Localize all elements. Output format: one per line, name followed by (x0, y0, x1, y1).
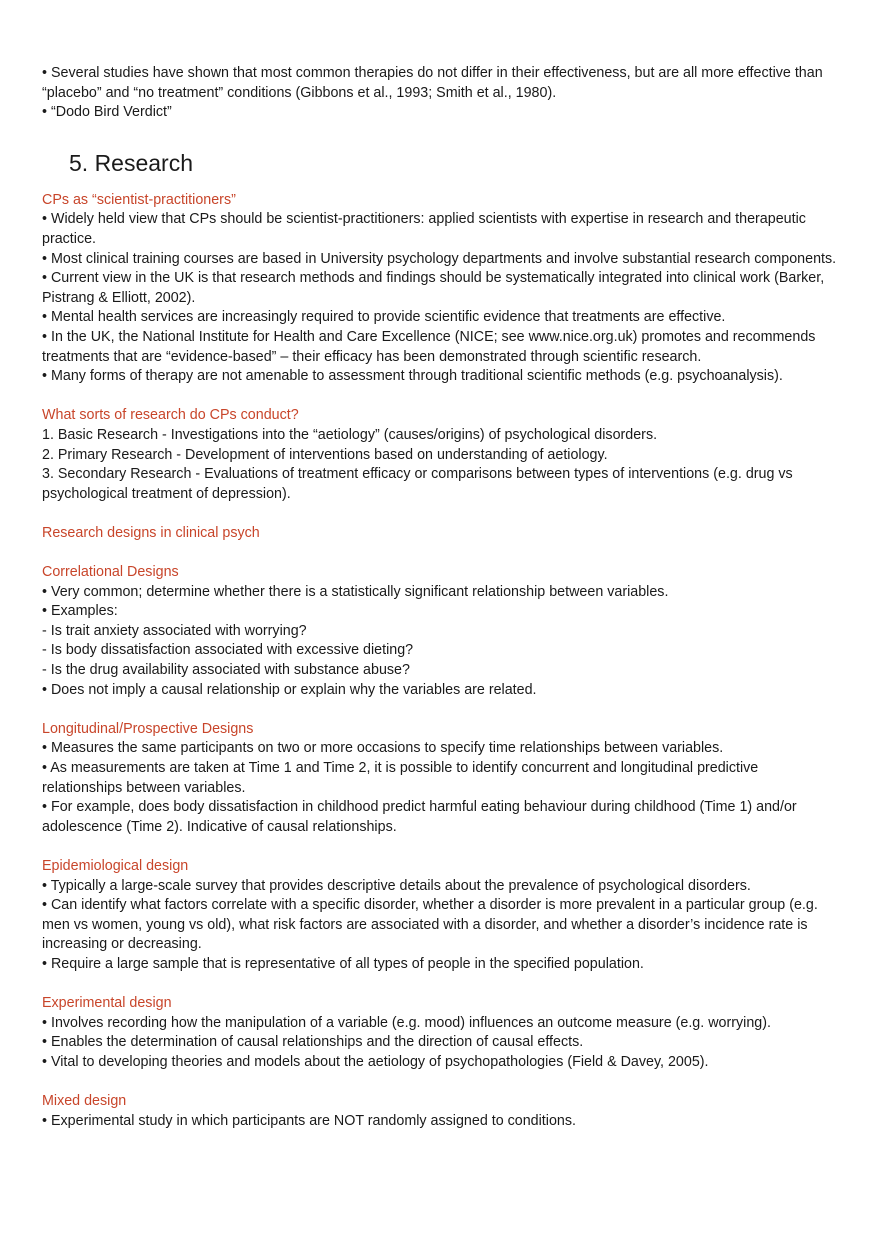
longitudinal-block (42, 720, 842, 838)
subheading: Correlational Designs (42, 564, 179, 581)
subheading: Experimental design (42, 995, 172, 1012)
list-item: • Widely held view that CPs should be scientist-practitioners: applied scientists with expertise in research and therapeutic practice. (42, 211, 806, 247)
list-item: • In the UK, the National Institute for Health and Care Excellence (NICE; see www.nice.org.uk) promotes and recommends treatments that are “evidence-based” – their efficacy has been demonstrated through scientific research. (42, 328, 816, 365)
list-item: 2. Primary Research - Development of interventions based on understanding of aetiology. (42, 446, 608, 463)
section-title: 5. Research (69, 149, 194, 176)
list-item: • Involves recording how the manipulation of a variable (e.g. mood) influences an outcome measure (e.g. worrying). (42, 1014, 771, 1031)
list-item: • Examples: (42, 603, 118, 620)
intro-block (42, 64, 842, 123)
subheading: Research designs in clinical psych (42, 524, 260, 541)
document-body (42, 64, 842, 1131)
list-item: • Most clinical training courses are based in University psychology departments and involve substantial research components. (42, 250, 837, 267)
list-item: • As measurements are taken at Time 1 and Time 2, it is possible to identify concurrent and longitudinal predictive relationships between variables. (42, 760, 759, 796)
list-item: • Require a large sample that is representative of all types of people in the specified population. (42, 955, 644, 972)
list-item: - Is body dissatisfaction associated with excessive dieting? (42, 642, 414, 659)
spacer (42, 387, 842, 407)
spacer (42, 837, 842, 857)
list-item: • Can identify what factors correlate with a specific disorder, whether a disorder is more prevalent in a particular group (e.g. men vs women, young vs old), what risk factors are associated with a disorder, and whether a disorder’s incidence rate is increasing or decreasing. (42, 897, 818, 953)
subheading: CPs as “scientist-practitioners” (42, 191, 236, 208)
list-item: - Is trait anxiety associated with worrying? (42, 622, 307, 639)
correlational-block (42, 563, 842, 700)
list-item: • Vital to developing theories and models about the aetiology of psychopathologies (Field & Davey, 2005). (42, 1053, 709, 1070)
spacer (42, 543, 842, 563)
spacer (42, 504, 842, 524)
sorts-block (42, 406, 842, 504)
list-item: • Enables the determination of causal relationships and the direction of causal effects. (42, 1034, 584, 1051)
spacer (42, 1073, 842, 1093)
list-item: • Very common; determine whether there is a statistically significant relationship between variables. (42, 583, 669, 600)
list-item: • Measures the same participants on two or more occasions to specify time relationships between variables. (42, 740, 724, 757)
list-item: 1. Basic Research - Investigations into the “aetiology” (causes/origins) of psychological disorders. (42, 426, 658, 443)
subheading: Epidemiological design (42, 857, 189, 874)
mixed-block (42, 1092, 842, 1131)
subheading: What sorts of research do CPs conduct? (42, 407, 299, 424)
spacer (42, 975, 842, 995)
list-item: - Is the drug availability associated with substance abuse? (42, 662, 410, 679)
intro-item: • Several studies have shown that most common therapies do not differ in their effectiveness, but are all more effective than “placebo” and “no treatment” conditions (Gibbons et al., 1993; Smith et al., 1980). (42, 65, 823, 101)
list-item: • Many forms of therapy are not amenable to assessment through traditional scientific methods (e.g. psychoanalysis). (42, 368, 783, 385)
subheading: Longitudinal/Prospective Designs (42, 720, 254, 737)
experimental-block (42, 994, 842, 1072)
list-item: • Does not imply a causal relationship or explain why the variables are related. (42, 681, 537, 698)
list-item: • Current view in the UK is that research methods and findings should be systematically integrated into clinical work (Barker, Pistrang & Elliott, 2002). (42, 270, 825, 306)
list-item: • Mental health services are increasingly required to provide scientific evidence that treatments are effective. (42, 309, 726, 326)
epidemiological-block (42, 857, 842, 975)
intro-item: • “Dodo Bird Verdict” (42, 104, 172, 121)
cps-block (42, 191, 842, 387)
subheading: Mixed design (42, 1093, 127, 1110)
list-item: • Experimental study in which participants are NOT randomly assigned to conditions. (42, 1112, 576, 1129)
list-item: • Typically a large-scale survey that provides descriptive details about the prevalence of psychological disorders. (42, 877, 751, 894)
spacer (42, 700, 842, 720)
list-item: • For example, does body dissatisfaction in childhood predict harmful eating behaviour during childhood (Time 1) and/or adolescence (Time 2). Indicative of causal relationships. (42, 799, 797, 835)
list-item: 3. Secondary Research - Evaluations of treatment efficacy or comparisons between types of interventions (e.g. drug vs psychological treatment of depression). (42, 466, 793, 502)
